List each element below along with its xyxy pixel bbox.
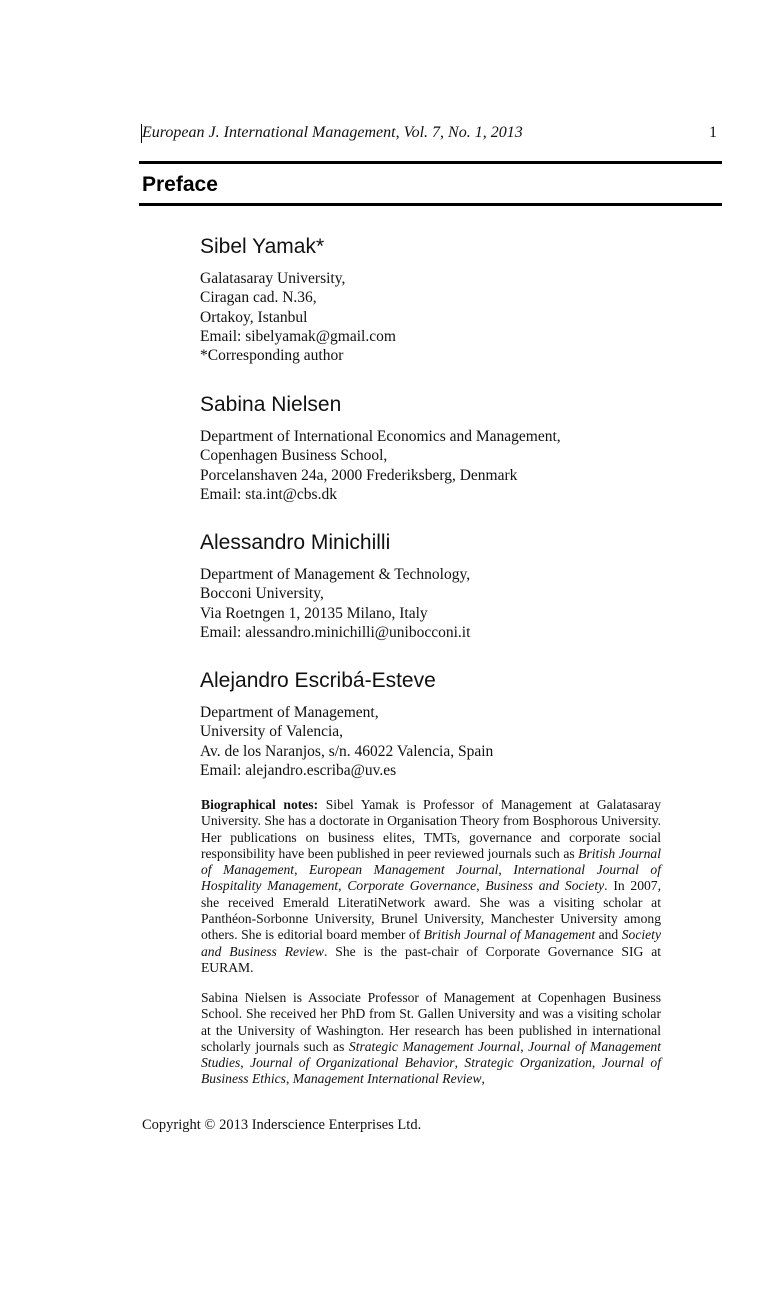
- bio-paragraph: [201, 990, 661, 1088]
- journal-title: Society and Business Review: [201, 927, 661, 959]
- author-affiliation: University of Valencia,: [200, 723, 344, 741]
- bio-text: ,: [481, 1071, 485, 1087]
- bio-text: ,: [520, 1038, 529, 1054]
- bio-label: Biographical notes:: [201, 797, 319, 812]
- journal-title: Journal of Management Studies: [201, 1038, 661, 1071]
- author-affiliation: Galatasaray University,: [200, 270, 346, 287]
- journal-title: Journal of Business Ethics: [201, 1055, 662, 1087]
- bio-text: ,: [591, 1055, 602, 1071]
- author-email: Email: alejandro.escriba@uv.es: [200, 761, 397, 779]
- journal-title: Strategic Organization: [464, 1055, 592, 1071]
- bio-text: Sabina Nielsen is Associate Professor of Management at Copenhagen Business School. She received her PhD from St. Gallen University and was a visiting scholar at the University of Washington. Her research has been published in international scholarly journals such as: [201, 990, 661, 1054]
- author-address: Av. de los Naranjos, s/n. 46022 Valencia, Spain: [200, 742, 494, 760]
- journal-title: European Management Journal: [309, 862, 499, 878]
- journal-title: Journal of Organizational Behavior: [250, 1055, 455, 1071]
- author-block: [200, 530, 700, 642]
- bio-text: ,: [285, 1071, 293, 1087]
- author-name: Alejandro Escribá-Esteve: [200, 669, 436, 692]
- corresponding-note: *Corresponding author: [200, 347, 344, 365]
- copyright-notice: Copyright © 2013 Inderscience Enterprises Ltd.: [142, 1117, 422, 1133]
- bio-text: ,: [476, 878, 486, 894]
- author-affiliation: Copenhagen Business School,: [200, 447, 388, 465]
- bio-text: ,: [454, 1055, 465, 1071]
- journal-title: Strategic Management Journal: [348, 1038, 521, 1054]
- author-address: Porcelanshaven 24a, 2000 Frederiksberg, Denmark: [200, 466, 518, 484]
- author-block: [200, 392, 700, 504]
- journal-title: International Journal of Hospitality Management: [201, 862, 661, 894]
- section-title: Preface: [142, 173, 218, 196]
- author-email: Email: sta.int@cbs.dk: [200, 485, 337, 503]
- bio-paragraph: [201, 797, 661, 976]
- journal-title: Management International Review: [292, 1071, 482, 1087]
- bottom-rule: [139, 203, 722, 206]
- bio-text: . She is the past-chair of Corporate Governance SIG at EURAM.: [201, 943, 662, 975]
- running-head: European J. International Management, Vol. 7, No. 1, 2013: [142, 124, 523, 141]
- author-affiliation: Department of Management & Technology,: [200, 566, 471, 583]
- journal-title: British Journal of Management: [201, 845, 661, 878]
- author-affiliation: Department of Management,: [200, 704, 379, 721]
- journal-title: Corporate Governance: [347, 878, 477, 894]
- journal-title: British Journal of Management: [423, 927, 596, 943]
- author-affiliation: Department of International Economics and Management,: [200, 428, 561, 445]
- bio-text: ,: [498, 862, 514, 878]
- bio-text: and: [595, 927, 622, 943]
- journal-title: Business and Society: [485, 878, 605, 894]
- author-affiliation: Bocconi University,: [200, 585, 324, 603]
- bio-text: Sibel Yamak is Professor of Management at Galatasaray University. She has a doctorate in Organisation Theory from Bosphorous University. Her publications on business elites, TMTs, governance and corporate social responsibility have been published in peer reviewed journals such as: [201, 797, 662, 861]
- author-name: Sabina Nielsen: [200, 393, 342, 416]
- author-block: [200, 668, 700, 780]
- author-email: Email: alessandro.minichilli@unibocconi.it: [200, 623, 471, 641]
- page-number: 1: [709, 124, 717, 141]
- bio-text: ,: [240, 1055, 251, 1071]
- bio-text: . In 2007, she received Emerald LiteratiNetwork award. She was a visiting scholar at Panthéon-Sorbonne University, Brunel University, Manchester University among others. She is editorial board member of: [201, 878, 661, 943]
- author-address: Ciragan cad. N.36,: [200, 289, 317, 307]
- author-name: Sibel Yamak*: [200, 235, 325, 258]
- top-rule: [139, 161, 722, 164]
- bio-text: ,: [338, 878, 348, 894]
- bio-text: ,: [294, 862, 309, 878]
- author-block: [200, 234, 700, 365]
- author-name: Alessandro Minichilli: [200, 531, 391, 554]
- author-email: Email: sibelyamak@gmail.com: [200, 327, 396, 345]
- author-address: Ortakoy, Istanbul: [200, 308, 308, 326]
- author-address: Via Roetngen 1, 20135 Milano, Italy: [200, 604, 428, 622]
